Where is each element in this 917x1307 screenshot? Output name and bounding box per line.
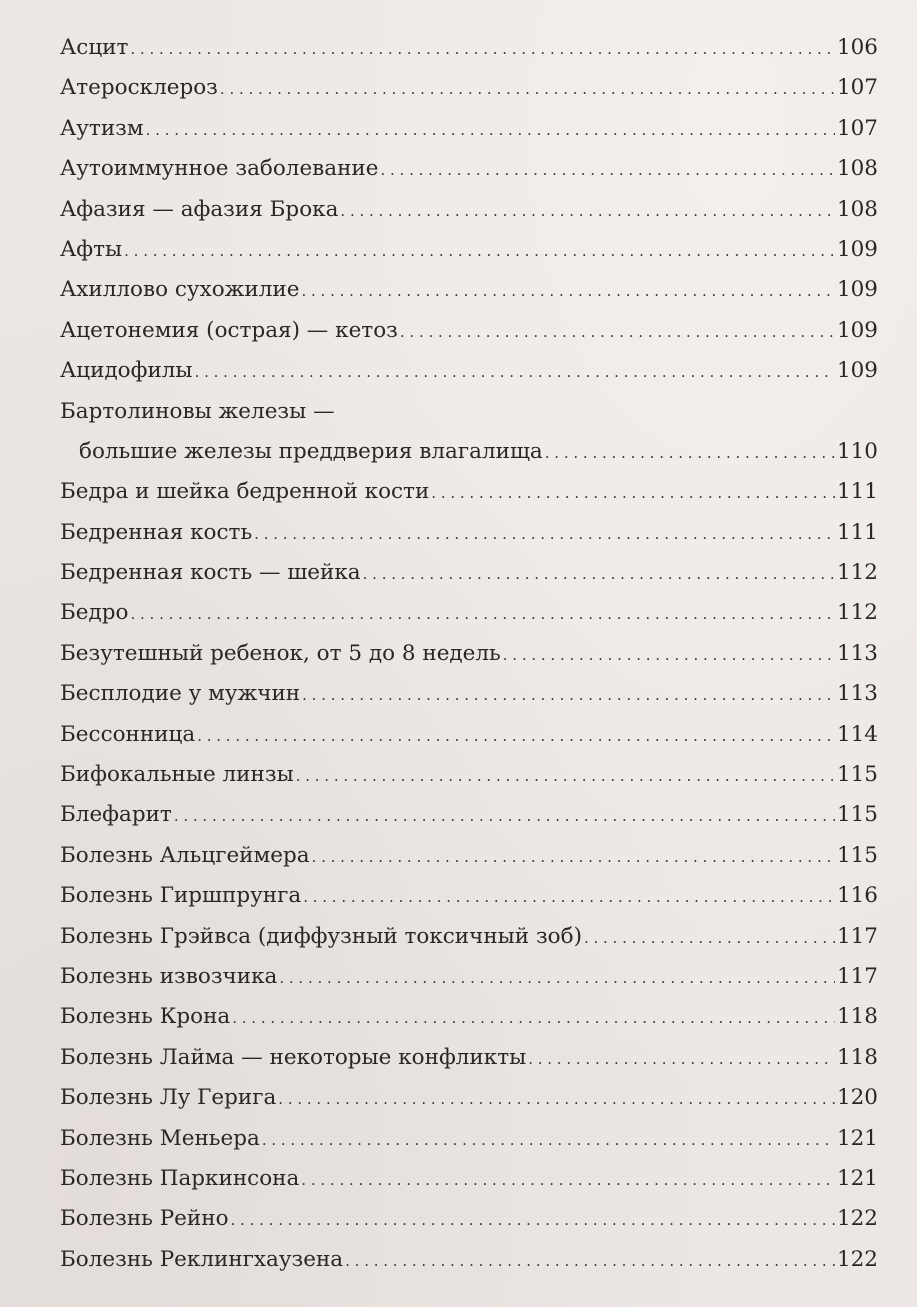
toc-entry[interactable]	[60, 553, 878, 593]
toc-entry-title: Бесплодие у мужчин	[60, 681, 301, 707]
toc-page-number: 120	[836, 1085, 878, 1111]
toc-entry-title: Ацидофилы	[60, 358, 193, 384]
dot-leader	[124, 230, 835, 271]
toc-entry[interactable]	[60, 715, 878, 755]
toc-entry[interactable]	[60, 876, 878, 916]
toc-page-number: 117	[836, 964, 878, 989]
toc-entry-title: Болезнь Крона	[60, 1004, 231, 1030]
toc-entry[interactable]	[60, 149, 878, 189]
dot-leader	[232, 997, 835, 1038]
toc-page-number: 106	[836, 35, 878, 60]
toc-page-number: 122	[836, 1246, 878, 1272]
toc-page-number: 112	[836, 600, 878, 626]
dot-leader	[363, 553, 835, 594]
dot-leader	[279, 957, 835, 998]
toc-entry[interactable]	[60, 513, 878, 553]
toc-entry[interactable]	[60, 472, 878, 512]
toc-page-number: 109	[836, 236, 878, 262]
dot-leader	[431, 472, 835, 513]
toc-entry-title: Болезнь Паркинсона	[60, 1165, 300, 1191]
toc-page-number: 107	[836, 115, 878, 141]
dot-leader	[312, 836, 835, 877]
toc-entry-title: Аутоиммунное заболевание	[60, 156, 379, 182]
toc-entry-title: Ахиллово сухожилие	[60, 277, 300, 303]
dot-leader	[380, 149, 834, 190]
toc-entry[interactable]	[60, 1159, 878, 1199]
toc-page-number: 108	[836, 156, 878, 182]
dot-leader	[278, 1078, 835, 1119]
toc-page-number: 113	[836, 681, 878, 707]
toc-page-number: 107	[836, 75, 878, 101]
toc-entry-title: Бартолиновы железы —	[60, 398, 335, 424]
toc-entry[interactable]	[60, 755, 878, 795]
dot-leader	[528, 1038, 835, 1079]
toc-page-number: 122	[836, 1206, 878, 1232]
dot-leader	[301, 1159, 835, 1200]
dot-leader	[130, 593, 834, 634]
dot-leader	[303, 876, 835, 917]
toc-page-number: 121	[836, 1125, 878, 1151]
dot-leader	[146, 109, 835, 150]
toc-entry[interactable]	[60, 836, 878, 876]
toc-entry-title: Болезнь Лу Герига	[60, 1085, 277, 1111]
toc-entry[interactable]	[60, 634, 878, 674]
dot-leader	[296, 755, 835, 796]
dot-leader	[254, 513, 835, 554]
toc-entry-title: Бедренная кость	[60, 519, 253, 545]
dot-leader	[197, 715, 835, 756]
toc-page-number: 113	[836, 640, 878, 666]
toc-entry[interactable]	[60, 190, 878, 230]
toc-entry[interactable]	[60, 674, 878, 714]
toc-entry[interactable]	[60, 593, 878, 633]
dot-leader	[231, 1199, 835, 1240]
toc-page-number: 115	[836, 802, 878, 828]
dot-leader	[301, 270, 834, 311]
toc-entry[interactable]	[60, 1038, 878, 1078]
toc-entry[interactable]	[60, 795, 878, 835]
toc-entry[interactable]	[60, 230, 878, 270]
toc-page-number: 112	[836, 560, 878, 586]
toc-entry-title: Болезнь Лайма — некоторые конфликты	[60, 1044, 527, 1070]
toc-entry[interactable]	[60, 68, 878, 108]
toc-page-number: 110	[836, 438, 878, 464]
toc-entry[interactable]	[60, 392, 878, 473]
toc-entry-title: Атеросклероз	[60, 75, 218, 101]
toc-page-number: 111	[836, 519, 878, 545]
toc-entry-title: Болезнь Рейно	[60, 1206, 229, 1232]
toc-page-number: 118	[836, 1044, 878, 1070]
dot-leader	[400, 311, 835, 352]
dot-leader	[340, 190, 835, 231]
dot-leader	[503, 634, 835, 675]
toc-entry[interactable]	[60, 351, 878, 391]
toc-entry-title: Бедро	[60, 600, 129, 626]
toc-entry-title: Асцит	[60, 35, 129, 60]
toc-entry-title: Бедра и шейка бедренной кости	[60, 479, 430, 505]
table-of-contents	[60, 28, 878, 1280]
toc-entry-title: Безутешный ребенок, от 5 до 8 недель	[60, 640, 501, 666]
toc-page-number: 109	[836, 317, 878, 343]
toc-page-number: 109	[836, 358, 878, 384]
toc-page-number: 109	[836, 277, 878, 303]
toc-entry-title: Бифокальные линзы	[60, 762, 294, 788]
toc-entry[interactable]	[60, 1078, 878, 1118]
toc-entry[interactable]	[60, 311, 878, 351]
toc-entry-title: Ацетонемия (острая) — кетоз	[60, 317, 398, 343]
dot-leader	[174, 795, 835, 836]
dot-leader	[545, 432, 835, 473]
toc-page-number: 114	[836, 721, 878, 747]
toc-entry[interactable]	[60, 957, 878, 997]
toc-entry-title: Болезнь Альцгеймера	[60, 842, 310, 868]
toc-entry[interactable]	[60, 997, 878, 1037]
toc-page-number: 111	[836, 479, 878, 505]
toc-page-number: 116	[836, 883, 878, 909]
toc-entry-title: Болезнь Грэйвса (диффузный токсичный зоб)	[60, 923, 582, 949]
dot-leader	[130, 28, 835, 69]
toc-entry-title: Афазия — афазия Брока	[60, 196, 339, 222]
toc-page-number: 115	[836, 842, 878, 868]
toc-entry-title: Бедренная кость — шейка	[60, 560, 361, 586]
dot-leader	[345, 1240, 835, 1281]
toc-entry-title-continuation: большие железы преддверия влагалища	[79, 438, 543, 464]
toc-entry-title: Болезнь извозчика	[60, 964, 278, 989]
toc-entry-title: Блефарит	[60, 802, 172, 828]
dot-leader	[302, 674, 835, 715]
toc-entry-title: Афты	[60, 236, 123, 262]
toc-entry[interactable]	[60, 1119, 878, 1159]
toc-page-number: 108	[836, 196, 878, 222]
toc-entry-title: Аутизм	[60, 115, 144, 141]
dot-leader	[262, 1119, 835, 1160]
toc-entry[interactable]	[60, 109, 878, 149]
toc-entry-title: Болезнь Меньера	[60, 1125, 260, 1151]
toc-entry[interactable]	[60, 917, 878, 957]
toc-page-number: 121	[836, 1165, 878, 1191]
toc-page-number: 117	[836, 923, 878, 949]
dot-leader	[195, 351, 835, 392]
toc-entry-title: Болезнь Гиршпрунга	[60, 883, 302, 909]
dot-leader	[220, 68, 835, 109]
toc-page-number: 118	[836, 1004, 878, 1030]
toc-entry-title: Бессонница	[60, 721, 196, 747]
toc-page-number: 115	[836, 762, 878, 788]
toc-entry[interactable]	[60, 28, 878, 68]
toc-entry[interactable]	[60, 270, 878, 310]
toc-entry[interactable]	[60, 1199, 878, 1239]
toc-entry[interactable]	[60, 1240, 878, 1280]
toc-entry-title: Болезнь Реклингхаузена	[60, 1246, 344, 1272]
dot-leader	[584, 917, 835, 958]
